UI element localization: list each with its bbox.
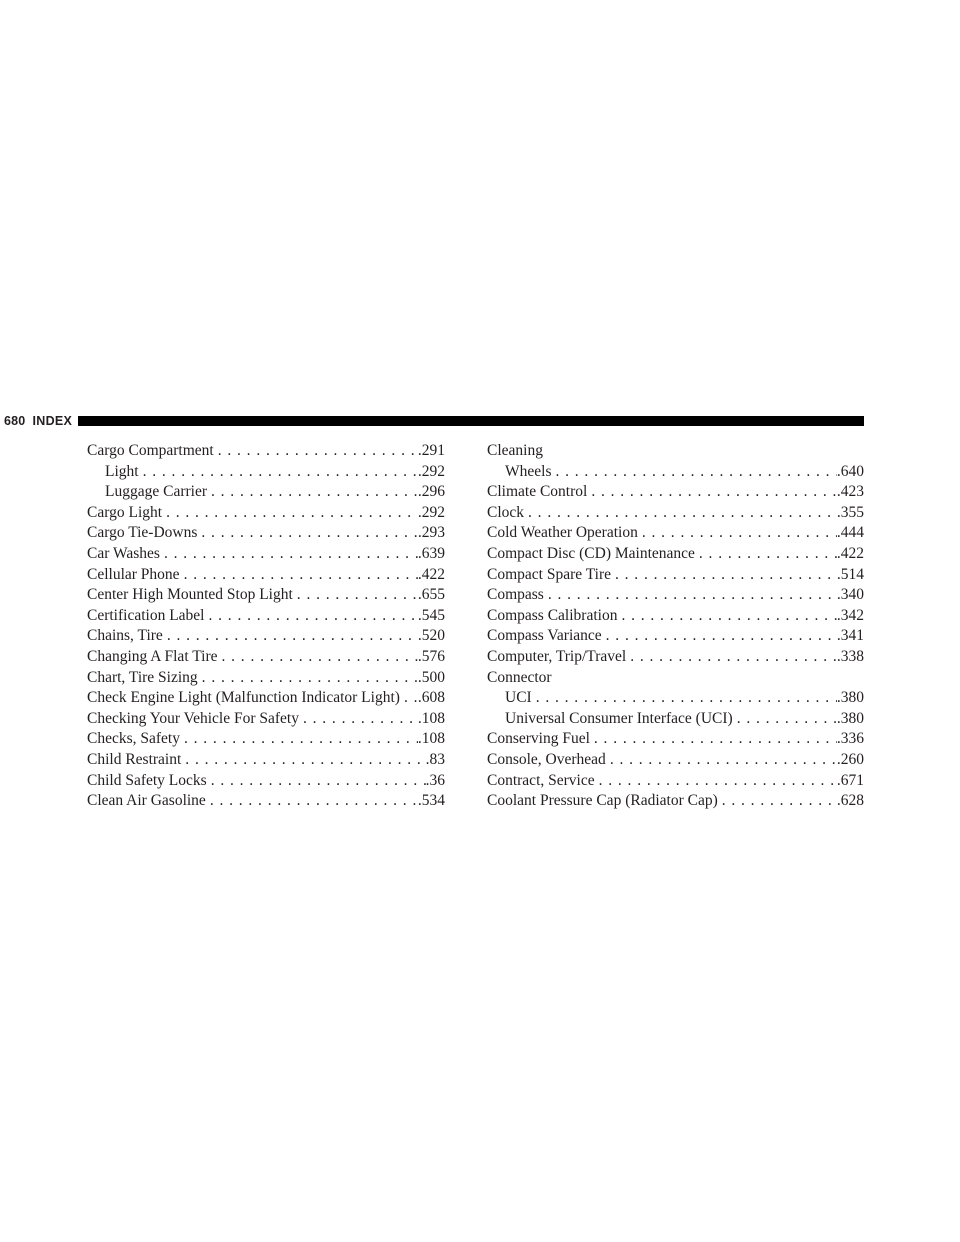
index-term: Universal Consumer Interface (UCI) xyxy=(505,709,733,727)
dot-leader xyxy=(733,709,837,730)
index-entry xyxy=(87,544,445,565)
index-entry xyxy=(487,482,864,503)
index-term: Climate Control xyxy=(487,483,588,501)
dot-leader xyxy=(587,482,837,503)
dot-leader xyxy=(606,750,837,771)
dot-leader xyxy=(590,729,837,750)
index-term: Child Restraint xyxy=(87,750,182,768)
page-reference: .108 xyxy=(417,709,445,727)
page-reference: .380 xyxy=(836,709,864,727)
index-term: Console, Overhead xyxy=(487,750,606,768)
dot-leader xyxy=(695,544,837,565)
page-reference: .520 xyxy=(417,627,445,645)
dot-leader xyxy=(198,668,418,689)
index-term: Check Engine Light (Malfunction Indicator Light) xyxy=(87,689,400,707)
dot-leader xyxy=(214,441,418,462)
index-term: Checking Your Vehicle For Safety xyxy=(87,709,299,727)
dot-leader xyxy=(197,523,417,544)
index-subentry xyxy=(487,709,864,730)
index-subentry xyxy=(87,482,445,503)
section-title: INDEX xyxy=(32,414,73,428)
page-reference: .422 xyxy=(417,565,445,583)
page-reference: .355 xyxy=(836,503,864,521)
page-reference: .380 xyxy=(836,689,864,707)
index-entry xyxy=(487,668,864,689)
dot-leader xyxy=(218,647,418,668)
index-entry xyxy=(87,647,445,668)
dot-leader xyxy=(532,688,837,709)
index-entry xyxy=(87,688,445,709)
page-reference: .293 xyxy=(417,524,445,542)
dot-leader xyxy=(180,565,418,586)
dot-leader xyxy=(207,771,426,792)
dot-leader xyxy=(205,606,418,627)
page-reference: .342 xyxy=(836,606,864,624)
index-column-left xyxy=(87,441,445,812)
page-reference: .341 xyxy=(836,627,864,645)
index-entry xyxy=(87,441,445,462)
dot-leader xyxy=(611,565,837,586)
index-term: Center High Mounted Stop Light xyxy=(87,586,293,604)
index-subentry xyxy=(487,688,864,709)
index-term: Clock xyxy=(487,503,525,521)
page-reference: .83 xyxy=(425,750,445,768)
index-term: Checks, Safety xyxy=(87,730,180,748)
page-header xyxy=(0,414,864,428)
index-entry xyxy=(87,771,445,792)
index-term: Cold Weather Operation xyxy=(487,524,638,542)
page-reference: .628 xyxy=(836,792,864,810)
index-entry xyxy=(487,606,864,627)
index-entry xyxy=(487,441,864,462)
dot-leader xyxy=(595,771,837,792)
index-entry xyxy=(87,565,445,586)
index-term: Chains, Tire xyxy=(87,627,163,645)
header-rule xyxy=(78,416,864,426)
index-term: Wheels xyxy=(505,462,552,480)
index-entry xyxy=(87,791,445,812)
dot-leader xyxy=(718,791,837,812)
index-entry xyxy=(487,647,864,668)
dot-leader xyxy=(299,709,418,730)
index-term: Clean Air Gasoline xyxy=(87,792,206,810)
index-term: Coolant Pressure Cap (Radiator Cap) xyxy=(487,792,718,810)
page-reference: .655 xyxy=(417,586,445,604)
page-reference: .545 xyxy=(417,606,445,624)
page-reference: .444 xyxy=(836,524,864,542)
dot-leader xyxy=(617,606,836,627)
index-term: Computer, Trip/Travel xyxy=(487,647,627,665)
dot-leader xyxy=(163,626,418,647)
page-reference: .608 xyxy=(417,689,445,707)
index-term: Luggage Carrier xyxy=(105,483,207,501)
dot-leader xyxy=(160,544,418,565)
dot-leader xyxy=(602,626,837,647)
index-entry xyxy=(87,523,445,544)
index-entry xyxy=(487,585,864,606)
page-reference: .336 xyxy=(836,730,864,748)
index-term: Cargo Light xyxy=(87,503,163,521)
index-entry xyxy=(487,771,864,792)
dot-leader xyxy=(139,462,418,483)
index-entry xyxy=(487,750,864,771)
page-reference: .576 xyxy=(417,647,445,665)
dot-leader xyxy=(207,482,418,503)
index-term: Changing A Flat Tire xyxy=(87,647,218,665)
index-entry xyxy=(487,791,864,812)
page-reference: .534 xyxy=(417,792,445,810)
page-number: 680 xyxy=(4,414,26,428)
index-entry xyxy=(487,544,864,565)
page-reference: .291 xyxy=(417,442,445,459)
index-entry xyxy=(87,709,445,730)
index-entry xyxy=(87,503,445,524)
index-term: Compass Variance xyxy=(487,627,602,645)
index-subentry xyxy=(487,462,864,483)
index-term: Light xyxy=(105,462,139,480)
index-term: Compass xyxy=(487,586,544,604)
page-reference: .514 xyxy=(836,565,864,583)
index-term: Contract, Service xyxy=(487,771,595,789)
index-term: Certification Label xyxy=(87,606,205,624)
index-term: Cargo Compartment xyxy=(87,442,214,459)
dot-leader xyxy=(162,503,418,524)
dot-leader xyxy=(551,462,836,483)
page-reference: .671 xyxy=(836,771,864,789)
page-reference: .36 xyxy=(425,771,445,789)
dot-leader xyxy=(181,750,425,771)
dot-leader xyxy=(524,503,837,524)
dot-leader xyxy=(544,585,837,606)
index-term: Cleaning xyxy=(487,442,543,459)
dot-leader xyxy=(626,647,837,668)
page-reference: .640 xyxy=(836,462,864,480)
index-term: UCI xyxy=(505,689,532,707)
index-entry xyxy=(87,750,445,771)
index-term: Child Safety Locks xyxy=(87,771,207,789)
page-reference: .340 xyxy=(836,586,864,604)
index-entry xyxy=(87,606,445,627)
page-reference: .260 xyxy=(836,750,864,768)
index-entry xyxy=(487,729,864,750)
index-subentry xyxy=(87,462,445,483)
index-term: Car Washes xyxy=(87,544,160,562)
dot-leader xyxy=(206,791,418,812)
page-reference: .292 xyxy=(417,503,445,521)
dot-leader xyxy=(400,688,418,709)
index-entry xyxy=(487,523,864,544)
index-entry xyxy=(87,668,445,689)
page-reference: .639 xyxy=(417,544,445,562)
index-term: Compact Spare Tire xyxy=(487,565,611,583)
page-reference: .296 xyxy=(417,483,445,501)
index-entry xyxy=(487,565,864,586)
page-reference: .500 xyxy=(417,668,445,686)
index-entry xyxy=(487,626,864,647)
page-reference: .108 xyxy=(417,730,445,748)
index-term: Conserving Fuel xyxy=(487,730,590,748)
index-entry xyxy=(87,585,445,606)
index-term: Compass Calibration xyxy=(487,606,618,624)
dot-leader xyxy=(180,729,418,750)
index-column-right xyxy=(487,441,864,812)
index-term: Cargo Tie-Downs xyxy=(87,524,198,542)
index-term: Chart, Tire Sizing xyxy=(87,668,198,686)
index-term: Cellular Phone xyxy=(87,565,180,583)
index-term: Connector xyxy=(487,668,552,686)
page-reference: .292 xyxy=(417,462,445,480)
page-reference: .338 xyxy=(836,647,864,665)
index-entry xyxy=(487,503,864,524)
index-entry xyxy=(87,729,445,750)
dot-leader xyxy=(293,585,418,606)
page-reference: .422 xyxy=(836,544,864,562)
page-reference: .423 xyxy=(836,483,864,501)
dot-leader xyxy=(638,523,837,544)
index-term: Compact Disc (CD) Maintenance xyxy=(487,544,695,562)
index-entry xyxy=(87,626,445,647)
